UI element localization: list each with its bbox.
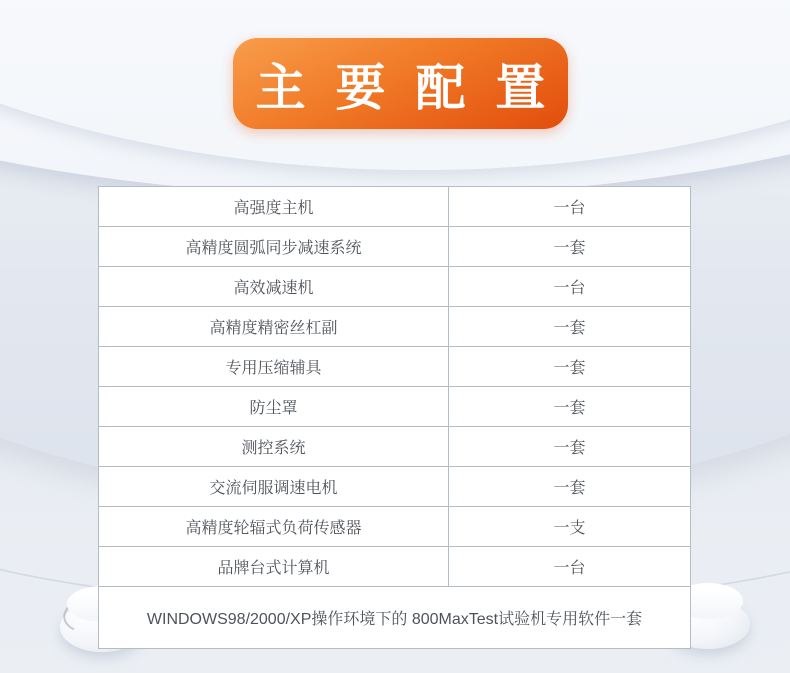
item-cell: 测控系统: [99, 427, 449, 467]
table-row: [99, 307, 691, 347]
item-cell: 高效减速机: [99, 267, 449, 307]
page-title: 主 要 配 置: [255, 59, 554, 116]
qty-cell: 一套: [449, 307, 691, 347]
item-cell: 高精度精密丝杠副: [99, 307, 449, 347]
item-cell: 高精度圆弧同步减速系统: [99, 227, 449, 267]
item-cell: 品牌台式计算机: [99, 547, 449, 587]
table-row: [99, 467, 691, 507]
qty-cell: 一套: [449, 347, 691, 387]
item-cell: 高精度轮辐式负荷传感器: [99, 507, 449, 547]
section-title-banner: [233, 38, 568, 129]
table-row: [99, 187, 691, 227]
item-cell: 交流伺服调速电机: [99, 467, 449, 507]
table-row: [99, 507, 691, 547]
item-cell: 防尘罩: [99, 387, 449, 427]
qty-cell: 一台: [449, 547, 691, 587]
qty-cell: 一套: [449, 227, 691, 267]
qty-cell: 一支: [449, 507, 691, 547]
qty-cell: 一套: [449, 467, 691, 507]
table-footer-row: [99, 587, 691, 649]
table-row: [99, 347, 691, 387]
qty-cell: 一台: [449, 187, 691, 227]
qty-cell: 一台: [449, 267, 691, 307]
qty-cell: 一套: [449, 427, 691, 467]
item-cell: 高强度主机: [99, 187, 449, 227]
table-row: [99, 427, 691, 467]
software-note-cell: WINDOWS98/2000/XP操作环境下的 800MaxTest试验机专用软件一套: [99, 587, 691, 649]
config-table: [98, 186, 691, 649]
table-row: [99, 267, 691, 307]
table-row: [99, 227, 691, 267]
item-cell: 专用压缩辅具: [99, 347, 449, 387]
qty-cell: 一套: [449, 387, 691, 427]
table-row: [99, 547, 691, 587]
table-row: [99, 387, 691, 427]
